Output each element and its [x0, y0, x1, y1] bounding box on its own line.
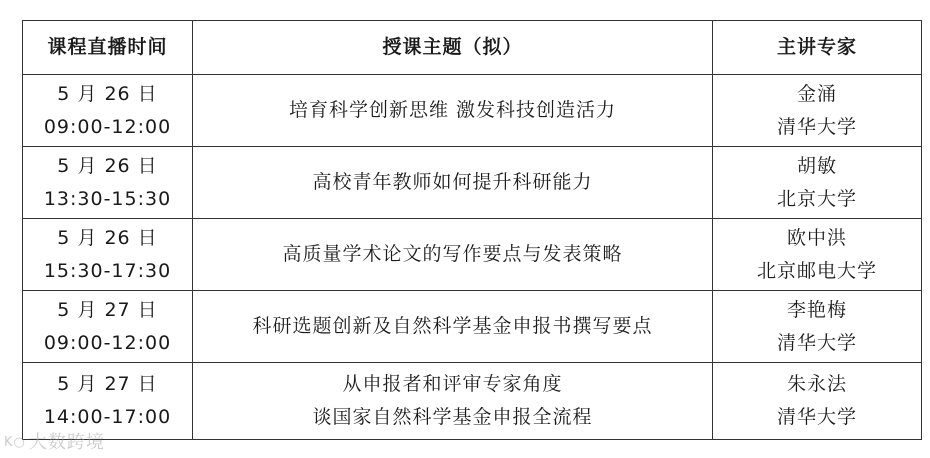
expert-cell	[713, 75, 922, 147]
date-text: 5 月 26 日	[57, 82, 158, 105]
table-row	[23, 219, 922, 291]
expert-org: 清华大学	[776, 406, 857, 428]
expert-org: 北京邮电大学	[756, 259, 877, 282]
table-row	[23, 363, 922, 440]
date-text: 5 月 26 日	[57, 154, 158, 177]
topic-text: 科研选题创新及自然科学基金申报书撰写要点	[252, 315, 653, 337]
time-range-text: 13:30-15:30	[43, 187, 172, 210]
topic-cell	[193, 363, 713, 440]
expert-name: 朱永法	[786, 373, 847, 395]
time-cell	[23, 219, 193, 291]
topic-text: 从申报者和评审专家角度	[342, 373, 563, 395]
time-range-text: 14:00-17:00	[43, 406, 172, 428]
date-text: 5 月 27 日	[57, 373, 158, 395]
time-cell	[23, 147, 193, 219]
time-range-text: 15:30-17:30	[43, 259, 172, 282]
topic-text: 高质量学术论文的写作要点与发表策略	[282, 243, 623, 265]
header-time: 课程直播时间	[23, 21, 193, 75]
time-cell	[23, 291, 193, 363]
topic-cell	[193, 75, 713, 147]
topic-text: 培育科学创新思维 激发科技创造活力	[288, 99, 617, 121]
expert-cell	[713, 291, 922, 363]
expert-name: 胡敏	[796, 154, 837, 177]
date-text: 5 月 26 日	[57, 226, 158, 249]
expert-org: 清华大学	[776, 115, 857, 138]
header-topic: 授课主题（拟）	[193, 21, 713, 75]
topic-text-line2: 谈国家自然科学基金申报全流程	[312, 406, 593, 428]
time-cell	[23, 75, 193, 147]
time-range-text: 09:00-12:00	[43, 331, 172, 354]
table-header-row	[23, 21, 922, 75]
table-row	[23, 147, 922, 219]
kc-logo-icon: K○	[4, 435, 26, 450]
expert-cell	[713, 147, 922, 219]
table-row	[23, 75, 922, 147]
topic-text: 高校青年教师如何提升科研能力	[312, 171, 593, 193]
expert-cell	[713, 219, 922, 291]
topic-cell	[193, 291, 713, 363]
expert-name: 欧中洪	[786, 226, 847, 249]
expert-org: 北京大学	[776, 187, 857, 210]
watermark	[4, 428, 105, 454]
expert-name: 金涌	[796, 82, 837, 105]
expert-cell	[713, 363, 922, 440]
schedule-table	[22, 20, 922, 440]
expert-name: 李艳梅	[786, 298, 847, 321]
expert-org: 清华大学	[776, 331, 857, 354]
topic-cell	[193, 147, 713, 219]
date-text: 5 月 27 日	[57, 298, 158, 321]
header-expert: 主讲专家	[713, 21, 922, 75]
table-row	[23, 291, 922, 363]
watermark-text: 大数跨境	[28, 432, 105, 453]
topic-cell	[193, 219, 713, 291]
time-range-text: 09:00-12:00	[43, 115, 172, 138]
